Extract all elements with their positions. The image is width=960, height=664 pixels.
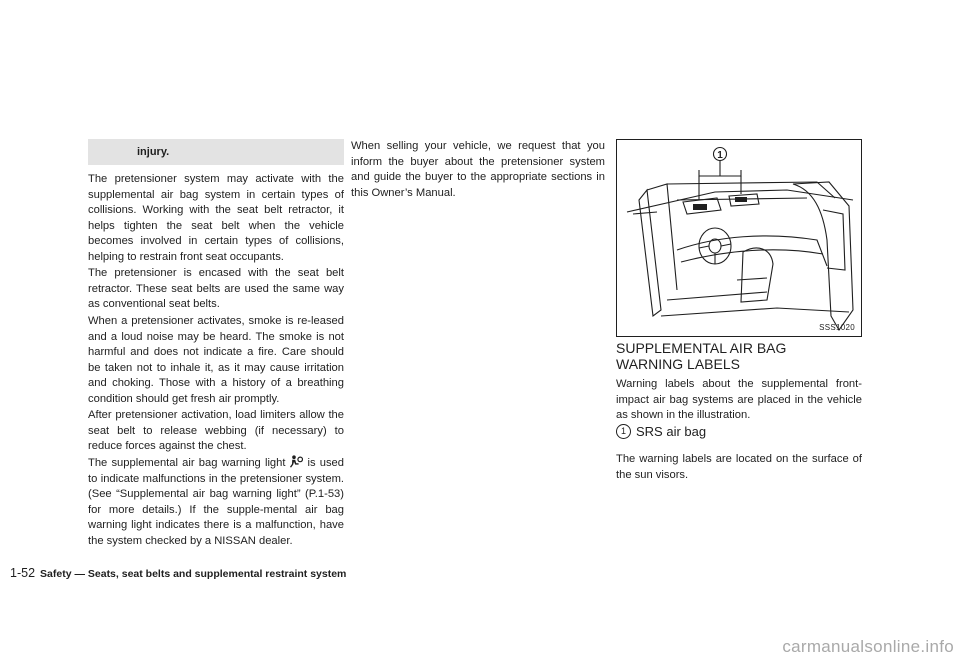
- paragraph-warning-labels: Warning labels about the supplemental front-impact air bag systems are placed in the vehicle as shown in the illustration.: [616, 378, 862, 422]
- sun-visor-label-illustration: [616, 139, 862, 337]
- highlight-box-text: injury.: [137, 146, 170, 158]
- paragraph-warning-light: [88, 455, 344, 550]
- paragraph-pretensioner-encased: The pretensioner is encased with the seat belt retractor. These seat belts are used the same way as conventional seat belts.: [88, 267, 344, 311]
- paragraph-pretensioner-intro: The pretensioner system may activate with the supplemental air bag system in certain types of collisions. Working with the seat belt retractor, it helps tighten the seat belt when the vehicle becomes involved in certain types of collisions, helping to restrain front seat occupants.: [88, 173, 344, 263]
- callout-item: [616, 424, 706, 439]
- airbag-warning-light-icon: [289, 455, 303, 468]
- figure-code: SSS1020: [819, 323, 855, 332]
- page-footer: [10, 566, 346, 580]
- section-heading: SUPPLEMENTAL AIR BAG WARNING LABELS: [616, 340, 787, 372]
- figure-callout-number: 1: [717, 150, 723, 161]
- paragraph-label-location: The warning labels are located on the surface of the sun visors.: [616, 453, 862, 481]
- paragraph-selling-vehicle: When selling your vehicle, we request that you inform the buyer about the pretensioner system and guide the buyer to the appropriate sections in this Owner’s Manual.: [351, 140, 605, 199]
- page-number: 1-52: [10, 566, 36, 580]
- paragraph-pretensioner-smoke: When a pretensioner activates, smoke is re-leased and a loud noise may be heard. The smoke is not harmful and does not indicate a fire. Care should be taken not to inhale it, as it may cause irritation and choking. Those with a history of a breathing condition should get fresh air promptly.: [88, 315, 344, 405]
- warning-light-text-before: The supplemental air bag warning light: [88, 457, 286, 469]
- paragraph-load-limiters: After pretensioner activation, load limiters allow the seat belt to release webbing (if necessary) to reduce forces against the chest.: [88, 409, 344, 453]
- watermark-text: carmanualsonline.info: [782, 637, 954, 656]
- car-interior-drawing: [617, 140, 861, 336]
- warning-light-text-after: is used to indicate malfunctions in the pretensioner system. (See “Supplemental air bag warning light” (P.1-53) for more details.) If the supple-mental air bag warning light indicates there is a malfunction, have the system checked by a NISSAN dealer.: [88, 457, 344, 547]
- callout-label: SRS air bag: [636, 424, 707, 439]
- section-title: Safety — Seats, seat belts and supplemental restraint system: [40, 568, 347, 580]
- highlight-box: [88, 139, 344, 165]
- callout-number-icon: 1: [616, 424, 631, 439]
